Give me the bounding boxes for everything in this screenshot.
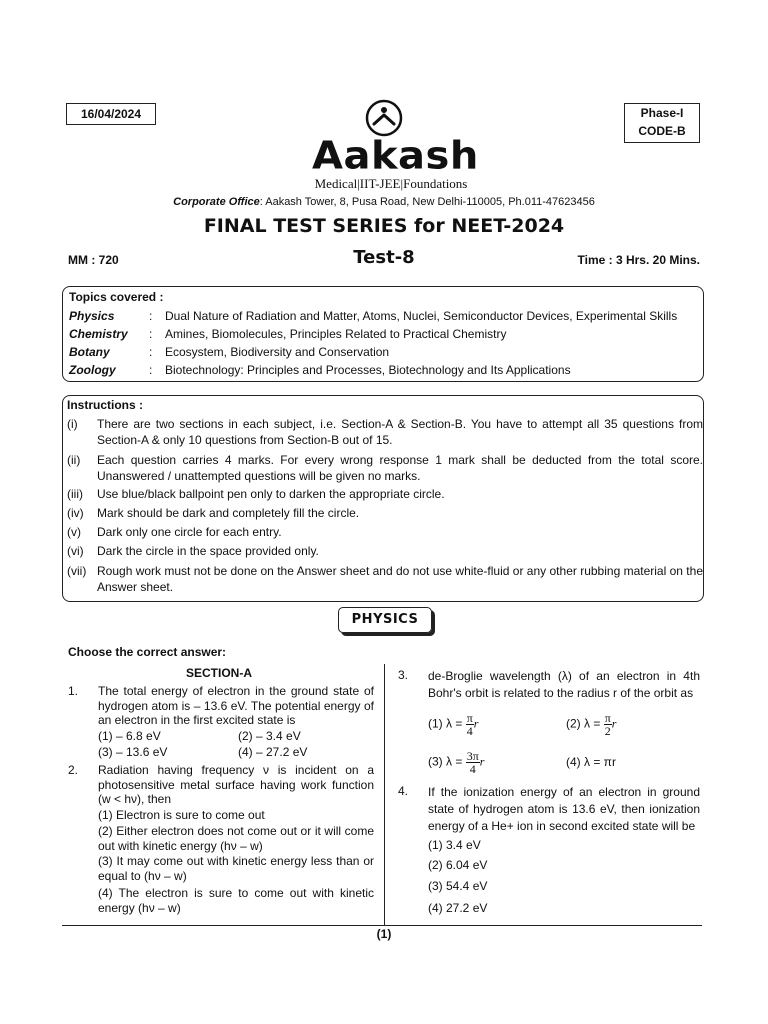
instruction-text: Dark only one circle for each entry.: [97, 525, 282, 539]
phase-code-box: [624, 103, 700, 143]
denominator: 4: [469, 762, 476, 776]
topic-row-physics: [69, 307, 699, 325]
corp-label: Corporate Office: [173, 196, 260, 208]
question-number: 4.: [398, 784, 409, 798]
denominator: 2: [604, 724, 611, 738]
topic-colon: :: [149, 363, 153, 377]
q2-option-2: [98, 824, 374, 856]
instruction-item: [67, 486, 701, 504]
instruction-number: (v): [67, 525, 81, 539]
topic-row-zoology: [69, 361, 699, 379]
instruction-number: (iii): [67, 487, 83, 501]
topic-subject: Physics: [69, 309, 115, 323]
q4-option-1: (1) 3.4 eV: [428, 838, 481, 852]
topic-text: Biotechnology: Principles and Processes, Biotechnology and Its Applications: [165, 363, 571, 377]
topics-heading: Topics covered :: [69, 290, 164, 304]
q1-option-2: (2) – 3.4 eV: [238, 729, 301, 743]
denominator: 4: [466, 724, 473, 738]
topic-text: Ecosystem, Biodiversity and Conservation: [165, 345, 390, 359]
corp-address: : Aakash Tower, 8, Pusa Road, New Delhi-110005, Ph.011-47623456: [259, 196, 595, 208]
instruction-text: Dark the circle in the space provided only.: [97, 544, 319, 558]
choose-instruction: Choose the correct answer:: [68, 645, 227, 659]
question-4: [398, 784, 702, 836]
instruction-text: There are two sections in each subject, i.e. Section-A & Section-B. You have to attempt all 35 questions from Section-A & only 10 questions from Section-B out of 15.: [97, 417, 703, 447]
option-suffix: r: [611, 716, 617, 731]
question-3: [398, 668, 702, 702]
question-text: Radiation having frequency ν is incident on a photosensitive metal surface having work function (w < hν), then: [98, 763, 374, 806]
q4-option-3: (3) 54.4 eV: [428, 879, 488, 893]
q4-option-2: (2) 6.04 eV: [428, 858, 488, 872]
subject-tag: PHYSICS: [338, 607, 432, 633]
topic-text: Dual Nature of Radiation and Matter, Atoms, Nuclei, Semiconductor Devices, Experimental Skills: [165, 309, 678, 323]
instruction-number: (i): [67, 417, 78, 431]
q1-option-1: (1) – 6.8 eV: [98, 729, 161, 743]
topic-colon: :: [149, 327, 153, 341]
fraction: [466, 712, 474, 737]
question-2: [68, 763, 374, 809]
instruction-item: [67, 505, 701, 523]
fraction: [466, 750, 480, 775]
fraction: [604, 712, 612, 737]
phase-label: Phase-I: [640, 106, 684, 120]
q3-option-1: [428, 712, 478, 737]
instruction-item: [67, 416, 701, 450]
option-text: (1) Electron is sure to come out: [98, 808, 265, 822]
question-text: de-Broglie wavelength (λ) of an electron in 4th Bohr's orbit is related to the radius r of the orbit as: [428, 669, 700, 700]
test-time: Time : 3 Hrs. 20 Mins.: [577, 253, 700, 267]
instruction-text: Rough work must not be done on the Answer sheet and do not use white-fluid or any other rubbing material on the Answer sheet.: [97, 564, 703, 594]
q4-option-4: (4) 27.2 eV: [428, 901, 488, 915]
topic-subject: Zoology: [69, 363, 116, 377]
numerator: 3π: [466, 749, 479, 763]
column-divider: [384, 664, 385, 926]
q3-option-2: [566, 712, 616, 737]
brand-tagline: Medical|IIT-JEE|Foundations: [314, 176, 468, 191]
instructions-heading: Instructions :: [67, 398, 144, 412]
question-number: 3.: [398, 668, 409, 682]
page-title: FINAL TEST SERIES for NEET-2024: [203, 215, 565, 237]
option-suffix: r: [479, 754, 485, 769]
section-a-heading: SECTION-A: [186, 666, 252, 680]
question-1: [68, 684, 374, 730]
page-number: (1): [376, 927, 392, 941]
instruction-text: Mark should be dark and completely fill the circle.: [97, 506, 360, 520]
topics-box: [62, 286, 704, 382]
instruction-item: [67, 563, 701, 597]
q3-option-4: (4) λ = πr: [566, 755, 616, 769]
date-box: 16/04/2024: [66, 103, 156, 125]
instructions-box: [62, 395, 704, 602]
topic-text: Amines, Biomolecules, Principles Related to Practical Chemistry: [165, 327, 507, 341]
code-label: CODE-B: [638, 124, 686, 138]
instruction-item: [67, 543, 701, 561]
footer-divider: [62, 925, 702, 926]
instruction-text: Use blue/black ballpoint pen only to darken the appropriate circle.: [97, 487, 445, 501]
option-prefix: (1) λ =: [428, 716, 466, 731]
question-number: 2.: [68, 763, 79, 777]
question-number: 1.: [68, 684, 79, 698]
option-suffix: r: [473, 716, 479, 731]
topic-colon: :: [149, 345, 153, 359]
instruction-text: Each question carries 4 marks. For every wrong response 1 mark shall be deducted from the total score. Unanswered / unattempted questions will be given no marks.: [97, 453, 703, 483]
brand-name: Aakash: [312, 134, 479, 178]
max-marks: MM : 720: [68, 253, 119, 267]
aakash-logo-icon: [364, 98, 404, 138]
q1-option-3: (3) – 13.6 eV: [98, 745, 168, 759]
option-prefix: (3) λ =: [428, 754, 466, 769]
instruction-number: (ii): [67, 453, 81, 467]
q3-option-3: [428, 750, 484, 775]
topic-subject: Chemistry: [69, 327, 128, 341]
instruction-number: (iv): [67, 506, 84, 520]
instruction-number: (vii): [67, 564, 87, 578]
option-text: (3) It may come out with kinetic energy less than or equal to (hν – w): [98, 854, 374, 883]
instruction-item: [67, 452, 701, 486]
q1-option-4: (4) – 27.2 eV: [238, 745, 308, 759]
question-text: If the ionization energy of an electron in ground state of hydrogen atom is 13.6 eV, then ionization energy of a He+ ion in second excited state will be: [428, 785, 700, 833]
instruction-number: (vi): [67, 544, 84, 558]
topic-colon: :: [149, 309, 153, 323]
instruction-item: [67, 524, 701, 542]
corporate-office: [0, 195, 768, 209]
numerator: π: [466, 711, 473, 725]
topic-row-chemistry: [69, 325, 699, 343]
q2-option-1: [98, 808, 374, 824]
option-prefix: (2) λ =: [566, 716, 604, 731]
q2-option-3: [98, 854, 374, 886]
test-name: Test-8: [353, 247, 415, 268]
question-text: The total energy of electron in the ground state of hydrogen atom is – 13.6 eV. The potential energy of an electron in the first excited state is: [98, 684, 374, 727]
q2-option-4: [98, 886, 374, 918]
topic-subject: Botany: [69, 345, 110, 359]
numerator: π: [604, 711, 611, 725]
option-text: (4) The electron is sure to come out with kinetic energy (hν – w): [98, 886, 374, 915]
topic-row-botany: [69, 343, 699, 361]
option-text: (2) Either electron does not come out or it will come out with kinetic energy (hν – w): [98, 824, 374, 853]
